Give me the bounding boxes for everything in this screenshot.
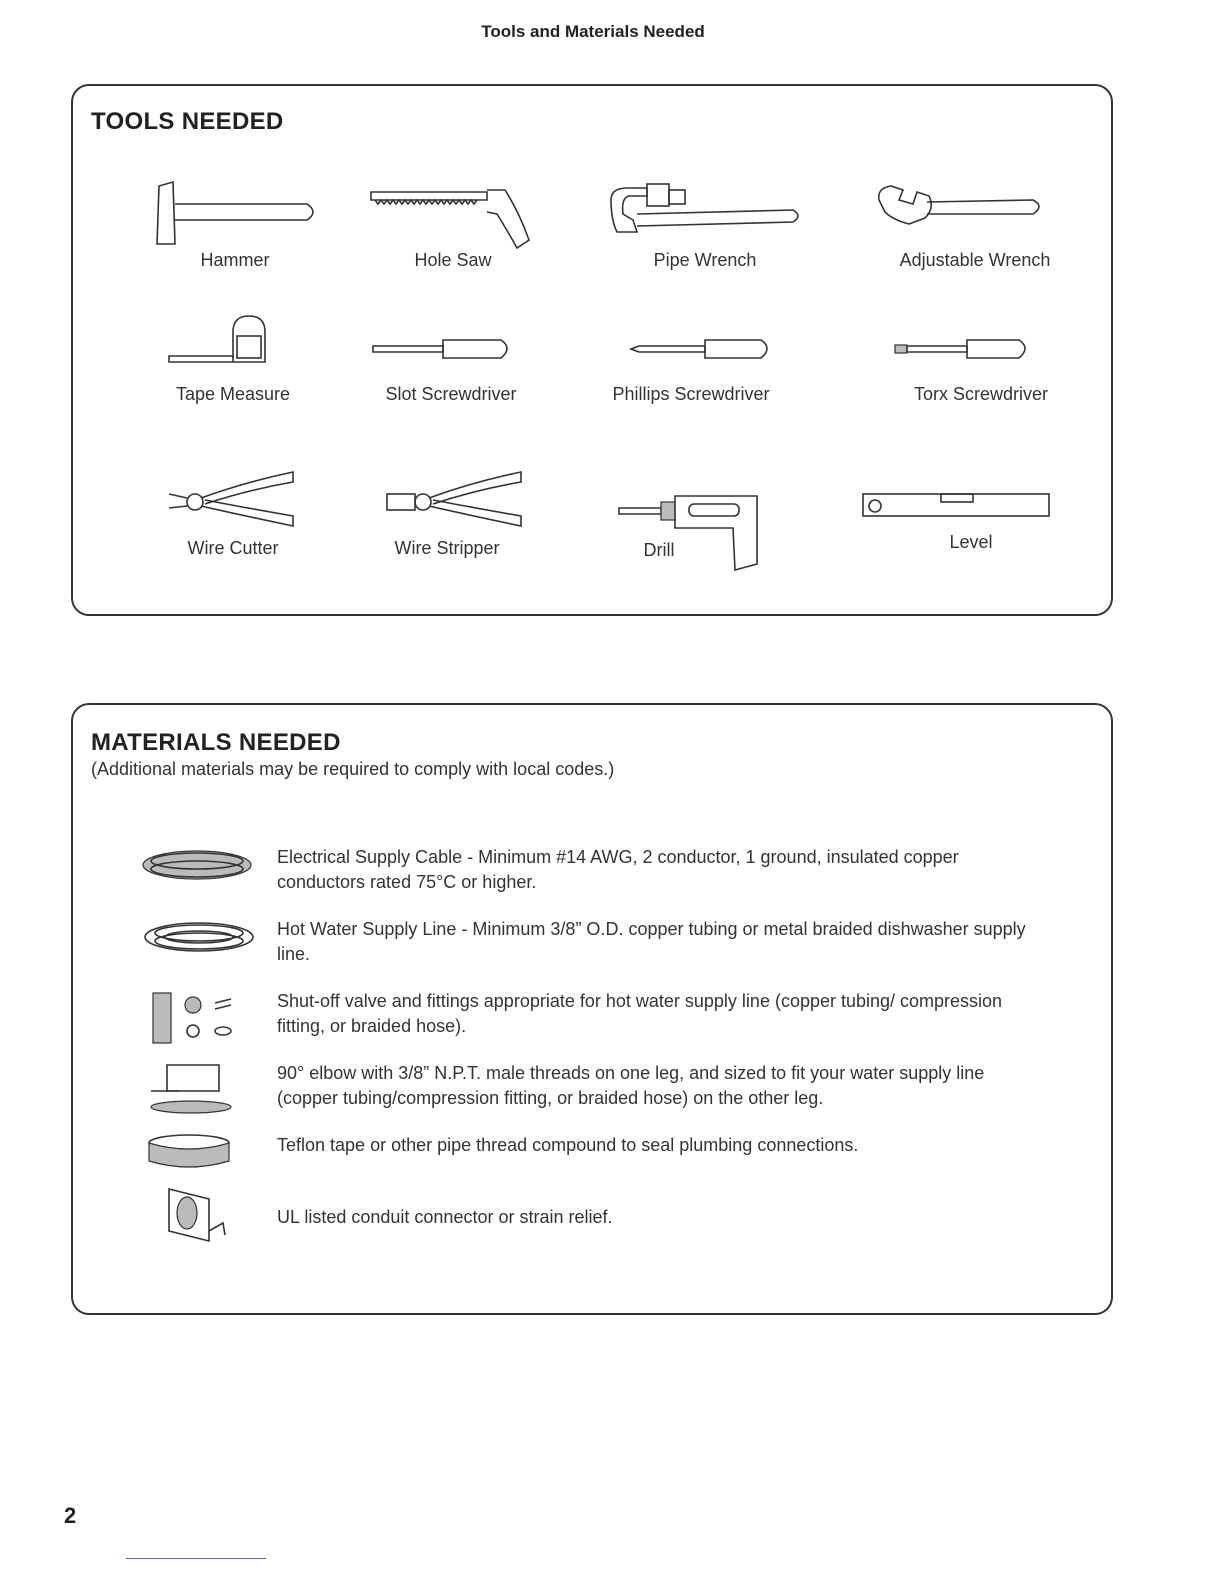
page-header: Tools and Materials Needed	[481, 22, 705, 41]
phillips-screwdriver-icon	[629, 334, 779, 364]
tool-label: Phillips Screwdriver	[612, 384, 770, 404]
torx-screwdriver-icon	[893, 334, 1033, 364]
tool-label: Pipe Wrench	[653, 250, 757, 270]
slot-screwdriver-icon	[371, 334, 521, 364]
wire-stripper-icon	[383, 468, 533, 532]
hammer-icon	[151, 178, 321, 248]
tool-label: Drill	[643, 540, 675, 560]
material-text: 90° elbow with 3/8” N.P.T. male threads on one leg, and sized to fit your water supply line (copper tubing/compression fitting, or braided hose) on the other leg.	[277, 1063, 985, 1108]
wire-cutter-icon	[165, 468, 305, 532]
materials-needed-title: MATERIALS NEEDED	[91, 729, 341, 756]
valve-fittings-icon	[139, 989, 249, 1049]
level-icon	[861, 492, 1051, 518]
tape-measure-icon	[167, 312, 277, 372]
pipe-wrench-icon	[607, 180, 807, 240]
tool-label: Wire Stripper	[394, 538, 500, 558]
materials-needed-panel	[71, 703, 1113, 1315]
tool-label: Slot Screwdriver	[385, 384, 517, 404]
material-text: UL listed conduit connector or strain relief.	[277, 1207, 613, 1227]
material-text: Electrical Supply Cable - Minimum #14 AWG, 2 conductor, 1 ground, insulated copper conductors rated 75°C or higher.	[277, 847, 959, 892]
tool-label: Hole Saw	[414, 250, 492, 270]
tools-needed-title: TOOLS NEEDED	[91, 108, 284, 135]
tool-label: Wire Cutter	[187, 538, 279, 558]
tool-label: Torx Screwdriver	[913, 384, 1049, 404]
material-text: Teflon tape or other pipe thread compound to seal plumbing connections.	[277, 1135, 859, 1155]
footer-rule	[126, 1558, 266, 1559]
materials-needed-subtitle: (Additional materials may be required to comply with local codes.)	[91, 759, 615, 779]
tool-label: Hammer	[200, 250, 270, 270]
teflon-tape-icon	[139, 1133, 239, 1173]
adjustable-wrench-icon	[873, 182, 1053, 232]
elbow-fitting-icon	[139, 1061, 239, 1117]
tool-label: Adjustable Wrench	[899, 250, 1051, 270]
hole-saw-icon	[369, 182, 539, 252]
page-number: 2	[64, 1503, 77, 1528]
tool-label: Tape Measure	[175, 384, 291, 404]
cable-coil-icon	[139, 847, 259, 887]
material-text: Hot Water Supply Line - Minimum 3/8” O.D. copper tubing or metal braided dishwasher supply line.	[277, 919, 1026, 964]
drill-icon	[617, 492, 767, 576]
tool-label: Level	[949, 532, 993, 552]
tubing-coil-icon	[139, 919, 259, 959]
material-text: Shut-off valve and fittings appropriate for hot water supply line (copper tubing/ compression fitting, or braided hose).	[277, 991, 1003, 1036]
tools-needed-panel	[71, 84, 1113, 616]
conduit-connector-icon	[139, 1181, 239, 1245]
